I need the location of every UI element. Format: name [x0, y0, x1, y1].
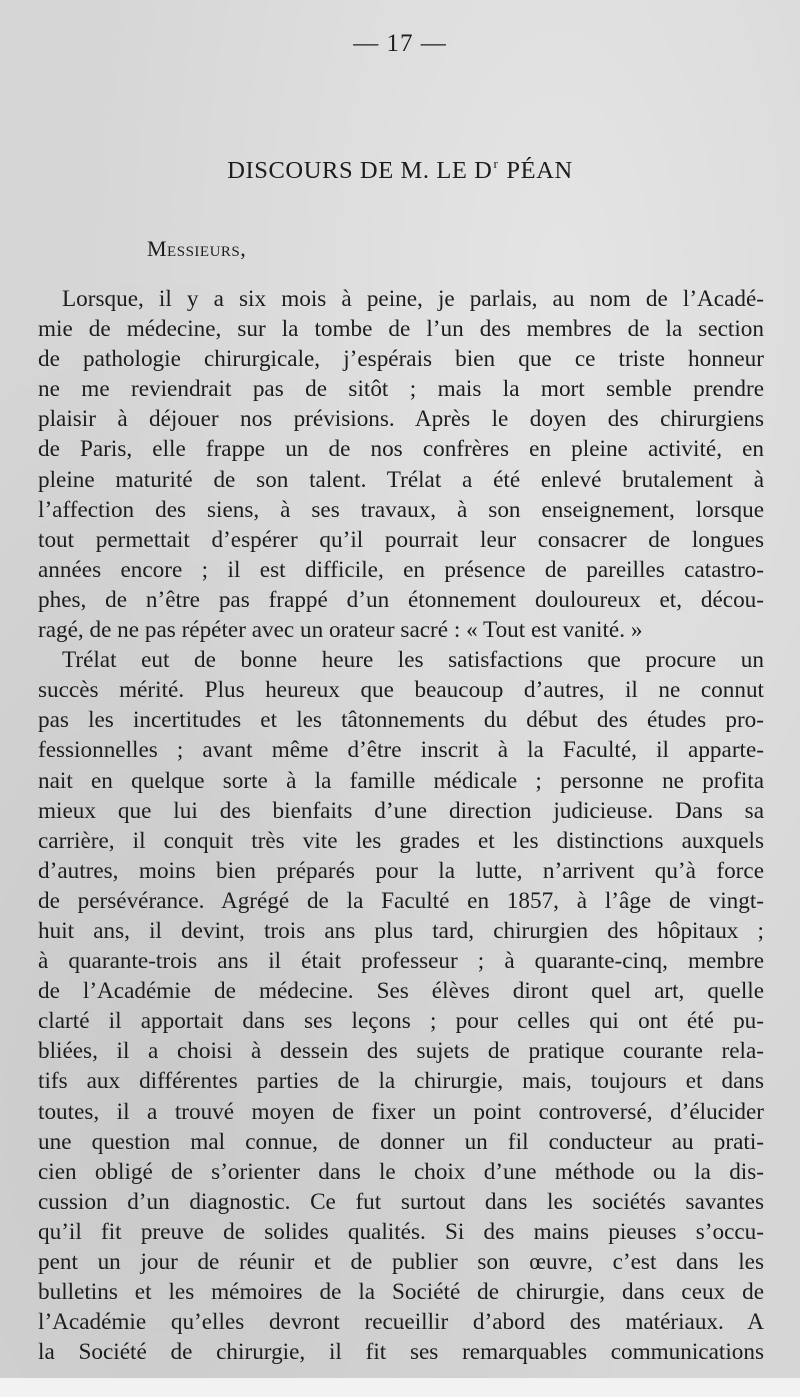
text-line: pleine maturité de son talent. Trélat a été enlevé brutalement à	[38, 466, 764, 493]
text-line: mie de médecine, sur la tombe de l’un des membres de la section	[38, 316, 764, 343]
body-text	[38, 284, 764, 1367]
text-line: qu’il fit preuve de solides qualités. Si des mains pieuses s’occu-	[38, 1218, 764, 1245]
text-line: l’Académie qu’elles devront recueillir d’abord des matériaux. A	[38, 1309, 764, 1336]
text-line: bliées, il a choisi à dessein des sujets de pratique courante rela-	[38, 1038, 764, 1065]
text-line: années encore ; il est difficile, en présence de pareilles catastro-	[38, 556, 764, 583]
text-line: fessionnelles ; avant même d’être inscrit à la Faculté, il apparte-	[38, 737, 764, 764]
text-line: toutes, il a trouvé moyen de fixer un point controversé, d’élucider	[38, 1098, 764, 1125]
text-line: phes, de n’être pas frappé d’un étonnement douloureux et, décou-	[38, 586, 764, 613]
page-bottom-edge	[0, 1378, 800, 1397]
text-line: mieux que lui des bienfaits d’une direction judicieuse. Dans sa	[38, 797, 764, 824]
text-line: huit ans, il devint, trois ans plus tard, chirurgien des hôpitaux ;	[38, 917, 764, 944]
text-line: l’affection des siens, à ses travaux, à son enseignement, lorsque	[38, 496, 764, 523]
text-line: à quarante-trois ans il était professeur ; à quarante-cinq, membre	[38, 948, 764, 975]
page-number: — 17 —	[353, 30, 447, 57]
text-line: clarté il apportait dans ses leçons ; pour celles qui ont été pu-	[38, 1008, 764, 1035]
text-line: pent un jour de réunir et de publier son œuvre, c’est dans les	[38, 1249, 764, 1275]
text-line: la Société de chirurgie, il fit ses remarquables communications	[38, 1339, 764, 1366]
text-line: plaisir à déjouer nos prévisions. Après le doyen des chirurgiens	[38, 406, 764, 433]
heading-name: PÉAN	[506, 157, 573, 184]
text-line: succès mérité. Plus heureux que beaucoup d’autres, il ne connut	[38, 677, 764, 704]
salutation: Messieurs,	[147, 236, 247, 261]
text-line: Lorsque, il y a six mois à peine, je parlais, au nom de l’Acadé-	[62, 286, 764, 312]
speech-heading	[0, 156, 800, 185]
text-line: de Paris, elle frappe un de nos confrères en pleine activité, en	[38, 436, 764, 463]
text-line: une question mal connue, de donner un fil conducteur au prati-	[38, 1128, 764, 1155]
text-line: carrière, il conquit très vite les grades et les distinctions auxquels	[38, 827, 764, 854]
text-line: cussion d’un diagnostic. Ce fut surtout dans les sociétés savantes	[38, 1188, 764, 1215]
text-line: Trélat eut de bonne heure les satisfactions que procure un	[62, 647, 764, 674]
text-line: d’autres, moins bien préparés pour la lutte, n’arrivent qu’à force	[38, 857, 764, 884]
text-line: ne me reviendrait pas de sitôt ; mais la mort semble prendre	[38, 376, 764, 403]
text-line: ragé, de ne pas répéter avec un orateur sacré : « Tout est vanité. »	[38, 617, 643, 644]
text-line: nait en quelque sorte à la famille médicale ; personne ne profita	[38, 767, 764, 794]
heading-superscript: r	[493, 156, 499, 171]
text-line: de persévérance. Agrégé de la Faculté en 1857, à l’âge de vingt-	[38, 887, 764, 914]
text-line: de l’Académie de médecine. Ses élèves diront quel art, quelle	[38, 978, 764, 1005]
text-line: bulletins et les mémoires de la Société de chirurgie, dans ceux de	[38, 1279, 764, 1306]
text-line: cien obligé de s’orienter dans le choix d’une méthode ou la dis-	[38, 1158, 764, 1185]
text-line: tout permettait d’espérer qu’il pourrait leur consacrer de longues	[38, 526, 764, 553]
text-line: tifs aux différentes parties de la chirurgie, mais, toujours et dans	[38, 1068, 764, 1095]
text-line: pas les incertitudes et les tâtonnements du début des études pro-	[38, 707, 764, 734]
heading-main: DISCOURS DE M. LE D	[227, 157, 493, 184]
text-line: de pathologie chirurgicale, j’espérais bien que ce triste honneur	[38, 346, 764, 373]
